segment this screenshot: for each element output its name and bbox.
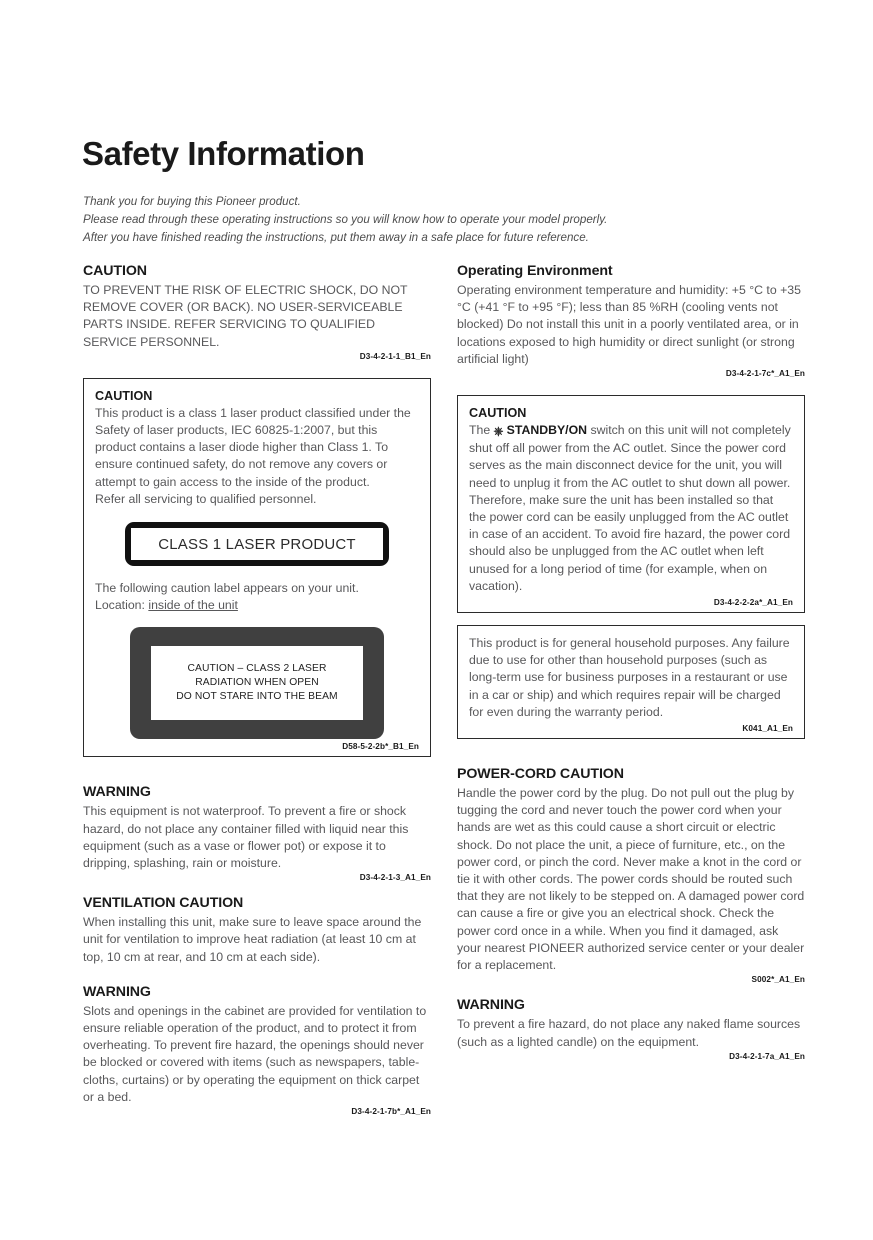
power-standby-icon: ⎈ [493, 424, 504, 439]
laser-label-frame [125, 522, 389, 566]
section-body: To prevent a fire hazard, do not place any naked flame sources (such as a lighted candle) on the equipment. [457, 1017, 801, 1049]
box-body: This product is for general household purposes. Any failure due to use for other than household purposes (such as long-term use for business purposes in a restaurant or use in a car or ship) and which requires repair will be charged for even during the warranty period. [469, 636, 790, 719]
laser-label-text: CLASS 1 LASER PRODUCT [131, 528, 383, 560]
class2-laser-warning-plate [95, 627, 419, 739]
document-code: D3-4-2-1-7b*_A1_En [351, 1107, 431, 1117]
section-heading: WARNING [83, 784, 151, 801]
box-heading: CAUTION [469, 406, 527, 421]
box-heading: CAUTION [95, 388, 153, 403]
section-body: Operating environment temperature and humidity: +5 °C to +35 °C (+41 °F to +95 °F); less than 85 %RH (cooling vents not blocked) Do not install this unit in a poorly ventilated area, or in locations exposed to high humidity or direct sunlight (or strong artificial light) [457, 283, 801, 366]
box-body [469, 422, 793, 595]
section-operating-environment [457, 262, 805, 378]
section-power-cord-caution [457, 765, 805, 984]
standby-text-before: The [469, 423, 491, 438]
label-location-value: inside of the unit [148, 598, 238, 613]
document-code: S002*_A1_En [751, 975, 805, 985]
page-title: Safety Information [82, 135, 365, 173]
box-body-secondary: Refer all servicing to qualified personnel. [95, 491, 317, 506]
box-standby-caution [457, 395, 805, 613]
label-location-text [95, 580, 419, 614]
standby-switch-label: STANDBY/ON [506, 423, 588, 438]
document-code: K041_A1_En [742, 724, 793, 734]
document-code: D3-4-2-1-1_B1_En [359, 351, 431, 361]
section-heading: VENTILATION CAUTION [83, 895, 244, 912]
intro-line-3: After you have finished reading the instructions, put them away in a safe place for future reference. [83, 230, 589, 244]
label-location-line1: The following caution label appears on your unit. [95, 581, 359, 596]
section-heading: CAUTION [83, 263, 147, 279]
plate-line-2: RADIATION WHEN OPEN [195, 677, 319, 689]
section-caution-electric-shock [83, 262, 431, 361]
document-code: D3-4-2-1-3_A1_En [359, 873, 431, 883]
section-warning-slots [83, 983, 431, 1116]
box-laser-caution [83, 378, 431, 758]
section-warning-naked-flame [457, 996, 805, 1060]
section-body: Slots and openings in the cabinet are provided for ventilation to ensure reliable operation of the product, and to protect it from overheating. To prevent fire hazard, the openings should never be blocked or covered with items (such as newspapers, table-cloths, curtains) or by operating the equipment on thick carpet or a bed. [83, 1003, 427, 1104]
left-column [83, 262, 431, 1116]
section-body: This equipment is not waterproof. To prevent a fire or shock hazard, do not place any container filled with liquid near this equipment (such as a vase or flower pot) or expose it to dripping, splashing, rain or moisture. [83, 804, 409, 871]
plate-text [151, 646, 363, 720]
intro-line-2: Please read through these operating instructions so you will know how to operate your model properly. [83, 212, 608, 226]
section-body: TO PREVENT THE RISK OF ELECTRIC SHOCK, DO NOT REMOVE COVER (OR BACK). NO USER-SERVICEABLE PARTS INSIDE. REFER SERVICING TO QUALIFIED SERVICE PERSONNEL. [83, 283, 408, 349]
document-code: D58-5-2-2b*_B1_En [342, 742, 419, 752]
plate-line-1: CAUTION – CLASS 2 LASER [187, 663, 327, 675]
label-location-prefix: Location: [95, 598, 145, 613]
class1-laser-label [95, 522, 419, 566]
section-heading: WARNING [457, 997, 525, 1014]
document-code: D3-4-2-1-7a_A1_En [729, 1051, 805, 1061]
label-location-line2 [95, 597, 419, 614]
box-household-purposes [457, 625, 805, 739]
section-body: Handle the power cord by the plug. Do not pull out the plug by tugging the cord and never touch the power cord when your hands are wet as this could cause a short circuit or electric shock. Do not place the unit, a piece of furniture, etc., on the power cord, or pinch the cord. Never make a knot in the cord or tie it with other cords. The power cords should be routed such that they are not likely to be stepped on. A damaged power cord can cause a fire or give you an electrical shock. Check the power cord once in a while. When you find it damaged, ask your nearest PIONEER authorized service center or your dealer for a replacement. [457, 786, 805, 973]
intro-paragraph [83, 193, 783, 246]
section-heading: WARNING [83, 983, 151, 1000]
box-body: This product is a class 1 laser product classified under the Safety of laser products, IEC 60825-1:2007, but this product contains a laser diode higher than Class 1. To ensure continued safety, do not remove any covers or attempt to gain access to the inside of the product. [95, 405, 411, 489]
plate-frame [130, 627, 384, 739]
section-heading: POWER-CORD CAUTION [457, 766, 624, 783]
right-column [457, 262, 805, 1061]
document-code: D3-4-2-1-7c*_A1_En [725, 369, 805, 379]
section-body: When installing this unit, make sure to leave space around the unit for ventilation to improve heat radiation (at least 10 cm at top, 10 cm at rear, and 10 cm at each side). [83, 915, 422, 964]
section-warning-waterproof [83, 783, 431, 882]
document-code: D3-4-2-2-2a*_A1_En [713, 598, 793, 608]
section-heading: Operating Environment [457, 263, 613, 279]
intro-line-1: Thank you for buying this Pioneer product. [83, 195, 301, 208]
plate-line-3: DO NOT STARE INTO THE BEAM [176, 691, 338, 703]
standby-text-after: switch on this unit will not completely shut off all power from the AC outlet. Since the power cord serves as the main disconnect device for the unit, you will need to unplug it from the AC outlet to shut down all power. Therefore, make sure the unit has been installed so that the power cord can be easily unplugged from the AC outlet in case of an accident. To avoid fire hazard, the power cord should also be unplugged from the AC outlet when left unused for a long period of time (for example, when on vacation). [469, 423, 791, 593]
section-ventilation-caution [83, 894, 431, 966]
